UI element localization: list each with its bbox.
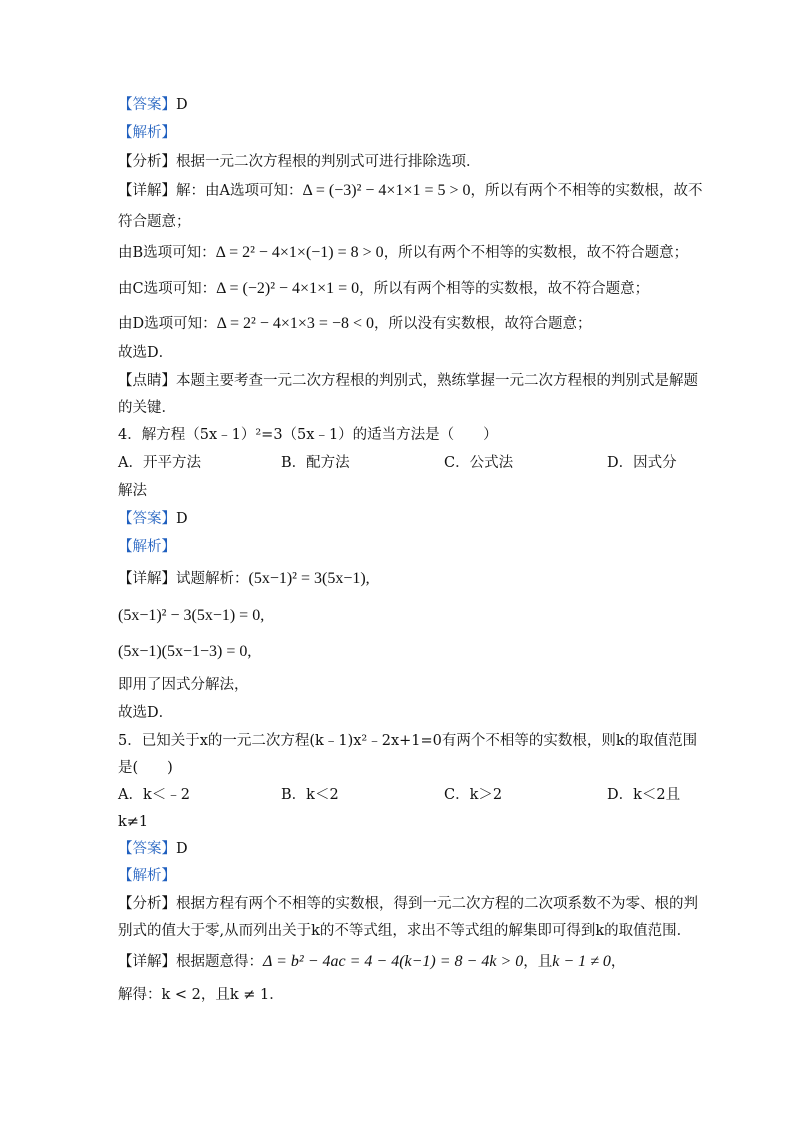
q4-answer-line: [118, 509, 188, 529]
q3-analysis-line: [118, 123, 176, 143]
analysis-tag: 【解析】: [118, 125, 176, 141]
analysis-tag: 【解析】: [118, 539, 176, 555]
detail-tag: 【详解】: [118, 183, 176, 199]
q5-options-line: [118, 785, 681, 805]
q5-stem: 5．已知关于x的一元二次方程(k﹣1)x²﹣2x+1=0有两个不相等的实数根，则k的取值范围: [118, 733, 698, 749]
b-intro: 由B选项可知：: [118, 245, 216, 261]
detail-intro: 解：由A选项可知：: [176, 183, 303, 199]
q5-stem-cont: 是( ): [118, 760, 173, 776]
b-math: Δ = 2² − 4×1×(−1) = 8 > 0: [215, 244, 384, 261]
q4-note-line: [118, 675, 249, 695]
q5-option-c: C．k＞2: [444, 787, 503, 803]
q5-detail-line: [118, 952, 625, 972]
q3-conclusion-line: [118, 343, 173, 363]
q5-option-cont-line: [118, 812, 148, 832]
q3-answer-line: [118, 95, 188, 115]
q4-option-cont: 解法: [118, 483, 147, 499]
step3-math: (5x−1)(5x−1−3) = 0,: [118, 643, 252, 660]
step2-math: (5x−1)² − 3(5x−1) = 0,: [118, 607, 265, 624]
fenxi-tag: 【分析】: [118, 896, 176, 912]
q4-analysis-line: [118, 537, 176, 557]
q3-fenxi-line: [118, 152, 481, 172]
detail-tag: 【详解】: [118, 954, 176, 970]
q5-fenxi-line: [118, 894, 698, 914]
q4-option-c: C．公式法: [444, 455, 514, 471]
q4-option-b: B．配方法: [281, 455, 350, 471]
q5-option-a: A．k＜﹣2: [118, 787, 190, 803]
q5-stem-cont-line: [118, 758, 173, 778]
q5-solve-line: [118, 985, 284, 1005]
answer-value: D: [176, 511, 188, 527]
detail-a-after: ，所以有两个不相等的实数根，故不: [470, 183, 703, 199]
dianjing-cont: 的关键．: [118, 400, 176, 416]
q3-b-line: [118, 243, 688, 263]
detail-math2: k − 1 ≠ 0: [552, 953, 611, 970]
analysis-tag: 【解析】: [118, 868, 176, 884]
q4-step3-line: [118, 642, 251, 662]
q5-fenxi-cont-line: [118, 921, 691, 941]
q5-option-cont: k≠1: [118, 814, 149, 830]
c-intro: 由C选项可知：: [118, 281, 217, 297]
d-after: ，所以没有实数根，故符合题意；: [374, 316, 592, 332]
q4-option-cont-line: [118, 481, 147, 501]
q5-option-b: B．k＜2: [281, 787, 339, 803]
d-intro: 由D选项可知：: [118, 316, 217, 332]
q5-solve: 解得：k < 2，且k ≠ 1．: [118, 987, 284, 1003]
q4-options-line: [118, 453, 678, 473]
answer-tag: 【答案】: [118, 97, 176, 113]
answer-tag: 【答案】: [118, 511, 176, 527]
dianjing-text: 本题主要考查一元二次方程根的判别式，熟练掌握一元二次方程根的判别式是解题: [176, 373, 698, 389]
c-math: Δ = (−2)² − 4×1×1 = 0: [216, 280, 360, 297]
conclusion: 故选D．: [118, 345, 174, 361]
conclusion: 故选D．: [118, 705, 174, 721]
q5-stem-line: [118, 731, 697, 751]
q5-answer-line: [118, 839, 188, 859]
q4-stem: 4．解方程（5x﹣1）²=3（5x﹣1）的适当方法是（ ）: [118, 427, 498, 443]
detail-tag: 【详解】: [118, 571, 176, 587]
q3-detail-cont-line: [118, 212, 191, 232]
answer-tag: 【答案】: [118, 841, 176, 857]
answer-value: D: [176, 841, 188, 857]
detail-intro: 试题解析：: [176, 571, 249, 587]
q5-option-d: D．k＜2且: [607, 787, 681, 803]
fenxi-text: 根据方程有两个不相等的实数根，得到一元二次方程的二次项系数不为零、根的判: [176, 896, 698, 912]
q3-dianjing-line: [118, 371, 698, 391]
d-math: Δ = 2² − 4×1×3 = −8 < 0: [216, 315, 374, 332]
detail-a-math: Δ = (−3)² − 4×1×1 = 5 > 0: [302, 182, 471, 199]
q4-step2-line: [118, 606, 264, 626]
fenxi-tag: 【分析】: [118, 154, 176, 170]
dianjing-tag: 【点睛】: [118, 373, 176, 389]
fenxi-text: 根据一元二次方程根的判别式可进行排除选项．: [176, 154, 481, 170]
q3-d-line: [118, 314, 592, 334]
detail-a-cont: 符合题意；: [118, 214, 191, 230]
b-after: ，所以有两个不相等的实数根，故不符合题意；: [383, 245, 689, 261]
answer-value: D: [176, 97, 188, 113]
c-after: ，所以有两个相等的实数根，故不符合题意；: [359, 281, 650, 297]
q3-dianjing-cont-line: [118, 398, 176, 418]
fenxi-cont: 别式的值大于零,从而列出关于k的不等式组，求出不等式组的解集即可得到k的取值范围．: [118, 923, 692, 939]
q4-conclusion-line: [118, 703, 173, 723]
q4-option-d: D．因式分: [607, 455, 677, 471]
detail-end: ，: [610, 954, 626, 970]
q3-c-line: [118, 279, 649, 299]
detail-math: Δ = b² − 4ac = 4 − 4(k−1) = 8 − 4k > 0: [263, 953, 524, 970]
step1-math: (5x−1)² = 3(5x−1),: [248, 570, 370, 587]
q4-option-a: A．开平方法: [118, 455, 201, 471]
q4-detail-line: [118, 569, 370, 589]
detail-intro: 根据题意得：: [176, 954, 263, 970]
q4-stem-line: [118, 425, 498, 445]
q4-note: 即用了因式分解法，: [118, 677, 249, 693]
detail-after: ，且: [523, 954, 553, 970]
q3-detail-line: [118, 181, 703, 201]
q5-analysis-line: [118, 866, 176, 886]
